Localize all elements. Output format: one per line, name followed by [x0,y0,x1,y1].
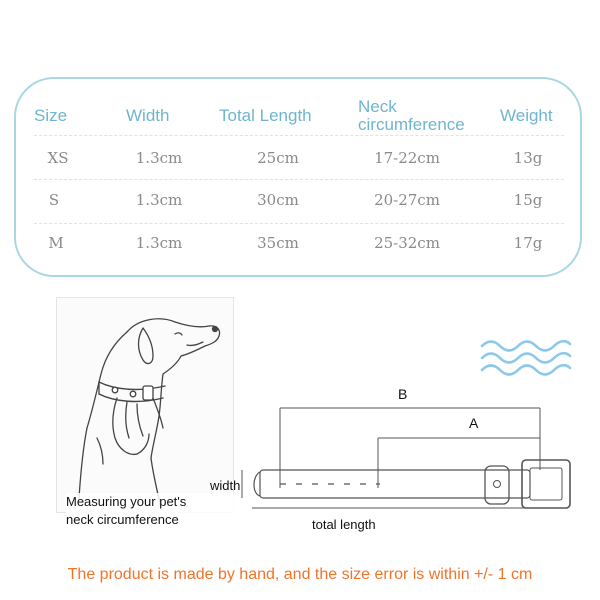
label-b: B [398,386,408,402]
handmade-notice: The product is made by hand, and the size error is within +/- 1 cm [67,566,533,583]
cell-size: S [48,191,60,209]
cell-weight: 17g [513,234,543,252]
header-total-length: Total Length [219,106,312,125]
row-separator [34,135,564,136]
cell-neck: 25-32cm [374,234,440,252]
size-table [14,77,582,277]
header-weight: Weight [500,106,553,125]
row-separator [34,223,564,224]
cell-width: 1.3cm [135,234,183,252]
cell-width: 1.3cm [135,191,183,209]
caption-line: neck circumference [66,512,179,527]
collar-diagram [200,380,580,520]
cell-width: 1.3cm [135,149,183,167]
waves-icon [478,338,572,376]
cell-total-length: 25cm [257,149,299,167]
label-a: A [469,415,479,431]
cell-neck: 17-22cm [374,149,440,167]
cell-size: M [48,234,64,252]
label-width: width [210,478,241,493]
cell-neck: 20-27cm [374,191,440,209]
cell-total-length: 35cm [257,234,299,252]
cell-weight: 13g [513,149,543,167]
cell-weight: 15g [513,191,543,209]
buckle [522,460,570,508]
row-separator [34,179,564,180]
cell-size: XS [47,149,69,167]
caption-line: Measuring your pet's [66,494,187,509]
cell-total-length: 30cm [257,191,299,209]
header-width: Width [126,106,170,125]
header-neck-circumference: Neck circumference [358,97,465,134]
label-total-length: total length [312,517,376,532]
header-size: Size [34,106,68,125]
